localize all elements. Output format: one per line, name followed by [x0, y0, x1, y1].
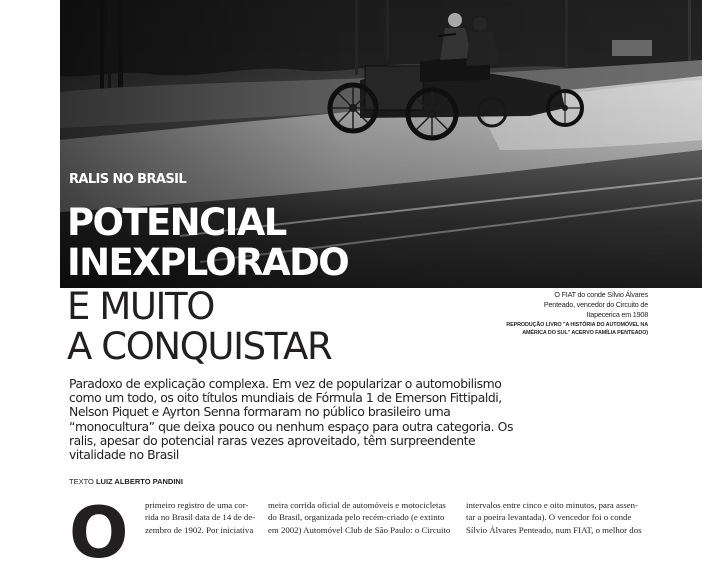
body-column-3 — [466, 499, 642, 536]
body-line: primeiro registro de uma cor- — [145, 500, 249, 510]
headline-line-2: INEXPLORADO — [67, 241, 349, 284]
author-name: LUIZ ALBERTO PANDINI — [95, 477, 183, 486]
body-line: rida no Brasil data de 14 de de- — [145, 512, 256, 523]
headline-line-3: E MUITO — [67, 285, 214, 328]
caption-line: Penteado, vencedor do Circuito de — [543, 300, 648, 309]
body-line: Sílvio Álvares Penteado, num FIAT, o melhor dos — [466, 524, 642, 535]
drop-cap: O — [69, 492, 129, 574]
headline-bold — [67, 203, 348, 283]
byline-label: TEXTO — [69, 477, 94, 486]
body-line: do Brasil, organizada pelo recém-criado (e extinto — [268, 512, 445, 523]
lede-paragraph: Paradoxo de explicação complexa. Em vez de popularizar o automobilismo como um todo, os oito títulos mundiais de Fórmula 1 de Emerson Fittipaldi, Nelson Piquet e Ayrton Senna formaram no público brasileiro uma “monocultura” que deixa pouco ou nenhum espaço para outra categoria. Os ralis, apesar do potencial raras vezes aproveitado, têm surpreendente vitalidade no Brasil — [69, 376, 513, 463]
section-label: RALIS NO BRASIL — [69, 172, 187, 187]
byline — [69, 477, 183, 486]
headline-line-4: A CONQUISTAR — [67, 325, 332, 368]
body-line: tar a poeira levantada). O vencedor foi o conde — [466, 512, 632, 523]
body-line: zembro de 1902. Por iniciativa — [145, 524, 254, 535]
photo-credit — [478, 321, 648, 337]
headline-line-1: POTENCIAL — [67, 201, 286, 244]
caption-line: O FIAT do conde Sílvio Álvares — [554, 290, 648, 299]
credit-line: REPRODUÇÃO LIVRO "A HISTÓRIA DO AUTOMÓVEL NA — [506, 322, 648, 328]
body-line: em 2002) Automóvel Club de São Paulo: o Circuito — [268, 524, 451, 535]
caption-line: Itapecerica em 1908 — [586, 310, 648, 319]
credit-line: AMÉRICA DO SUL" ACERVO FAMÍLIA PENTEADO) — [522, 330, 648, 336]
body-line: meira corrida oficial de automóveis e motocicletas — [268, 500, 446, 510]
body-column-2 — [268, 499, 450, 536]
body-line: intervalos entre cinco e oito minutos, para assen- — [466, 500, 638, 510]
headline-light — [67, 287, 331, 367]
body-column-1 — [145, 499, 255, 536]
photo-caption — [478, 290, 648, 337]
